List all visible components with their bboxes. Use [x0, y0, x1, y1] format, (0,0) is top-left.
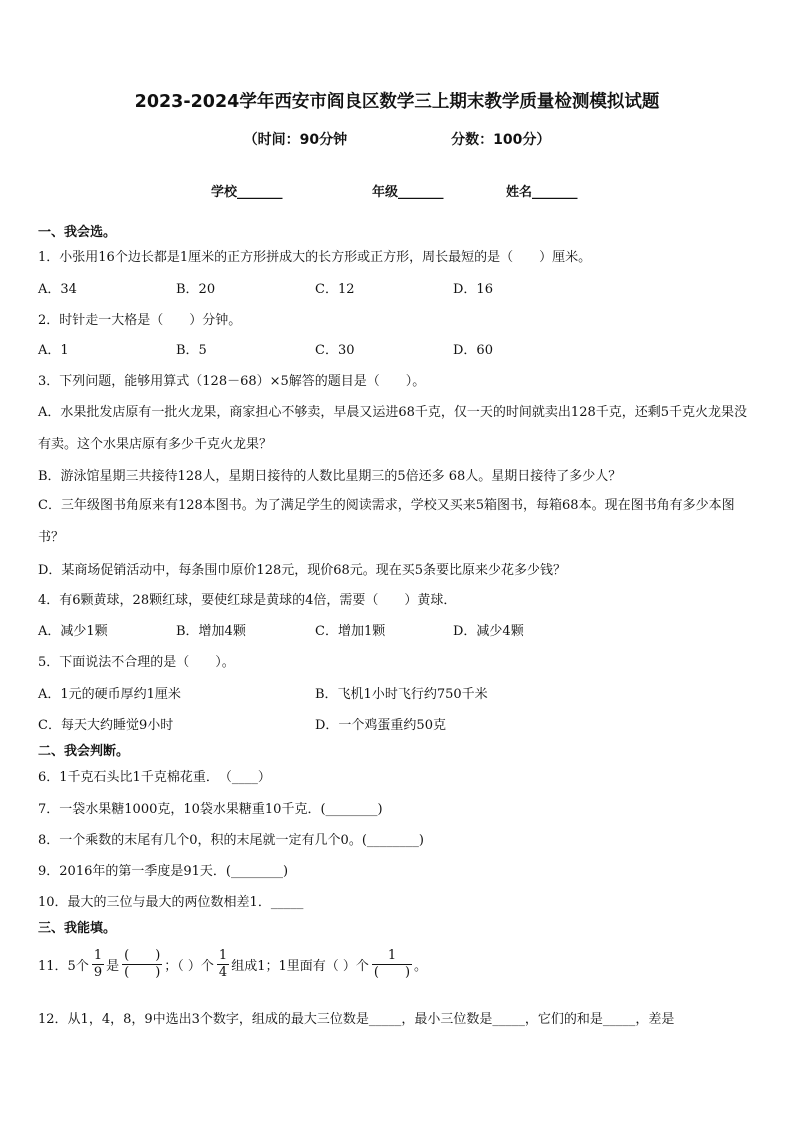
question-4: 4．有6颗黄球，28颗红球，要使红球是黄球的4倍，需要（ ）黄球．	[38, 593, 457, 608]
question-8: 8．一个乘数的末尾有几个0，积的末尾就一定有几个0。(________)	[38, 833, 424, 848]
section-heading: 三、我能填。	[38, 921, 117, 936]
fraction-one-ninth: $\frac{1}{9}$	[93, 948, 103, 980]
q3-option-a[interactable]: A．水果批发店原有一批火龙果，商家担心不够卖，早晨又运进68千克，仅一天的时间就卖出128千克，还剩5千克火龙果没有卖。这个水果店原有多少千克火龙果？	[38, 405, 748, 452]
q11-text-5: 。	[414, 959, 428, 974]
exam-title: 2023-2024学年西安市阎良区数学三上期末教学质量检测模拟试题	[134, 92, 660, 112]
q11-text-1: 11．5个	[38, 959, 89, 974]
q1-option-b[interactable]: B．20	[176, 282, 216, 297]
question-1: 1．小张用16个边长都是1厘米的正方形拼成大的长方形或正方形，周长最短的是（ ）厘米。	[38, 250, 592, 265]
q4-option-b[interactable]: B．增加4颗	[176, 624, 246, 639]
school-field[interactable]: 学校_______	[211, 185, 283, 200]
question-7: 7．一袋水果糖1000克，10袋水果糖重10千克．(________)	[38, 802, 383, 817]
fraction-unit-blank[interactable]: $\frac{1}{( )}$	[373, 948, 411, 980]
time-limit: （时间：90分钟	[243, 132, 348, 148]
q1-option-d[interactable]: D．16	[453, 282, 493, 297]
question-3: 3．下列问题，能够用算式（128－68）×5解答的题目是（ ）。	[38, 374, 426, 389]
section-heading: 一、我会选。	[38, 225, 117, 240]
q11-text-4: 组成1；1里面有（ ）个	[231, 959, 369, 974]
question-11	[38, 948, 429, 981]
q5-option-c[interactable]: C．每天大约睡觉9小时	[38, 718, 174, 733]
section-heading: 二、我会判断。	[38, 744, 130, 759]
q1-option-c[interactable]: C．12	[315, 282, 355, 297]
question-10: 10．最大的三位与最大的两位数相差1．_____	[38, 895, 304, 910]
q2-option-b[interactable]: B．5	[176, 343, 207, 358]
fraction-blank[interactable]: $\frac{( )}{( )}$	[124, 948, 161, 980]
q3-option-c[interactable]: C．三年级图书角原来有128本图书。为了满足学生的阅读需求，学校又买来5箱图书，每箱68本。现在图书角有多少本图书？	[38, 498, 735, 545]
q1-option-a[interactable]: A．34	[38, 282, 77, 297]
question-9: 9．2016年的第一季度是91天．(________)	[38, 864, 289, 879]
question-6: 6．1千克石头比1千克棉花重． （____）	[38, 770, 271, 785]
q4-option-c[interactable]: C．增加1颗	[315, 624, 386, 639]
q4-option-d[interactable]: D．减少4颗	[453, 624, 524, 639]
exam-subtitle	[0, 129, 794, 149]
q5-option-b[interactable]: B．飞机1小时飞行约750千米	[315, 687, 488, 702]
q2-option-c[interactable]: C．30	[315, 343, 355, 358]
q2-option-d[interactable]: D．60	[453, 343, 493, 358]
question-2: 2．时针走一大格是（ ）分钟。	[38, 313, 242, 328]
question-12: 12．从1，4，8，9中选出3个数字，组成的最大三位数是_____，最小三位数是_____，它们的和是_____，差是	[38, 1012, 675, 1027]
q11-text-3: ；（ ）个	[164, 959, 214, 974]
q11-text-2: 是	[106, 959, 120, 974]
fraction-one-fourth: $\frac{1}{4}$	[218, 948, 228, 980]
total-score: 分数：100分）	[451, 132, 551, 148]
grade-field[interactable]: 年级_______	[372, 185, 444, 200]
q3-option-d[interactable]: D．某商场促销活动中，每条围巾原价128元，现价68元。现在买5条要比原来少花多少钱？	[38, 563, 567, 578]
q4-option-a[interactable]: A．减少1颗	[38, 624, 108, 639]
q2-option-a[interactable]: A．1	[38, 343, 69, 358]
q5-option-a[interactable]: A．1元的硬币厚约1厘米	[38, 687, 181, 702]
q3-option-b[interactable]: B．游泳馆星期三共接待128人，星期日接待的人数比星期三的5倍还多 68人。星期日接待了多少人？	[38, 469, 622, 484]
q5-option-d[interactable]: D．一个鸡蛋重约50克	[315, 718, 446, 733]
name-field[interactable]: 姓名_______	[506, 185, 578, 200]
question-5: 5．下面说法不合理的是（ ）。	[38, 655, 235, 670]
